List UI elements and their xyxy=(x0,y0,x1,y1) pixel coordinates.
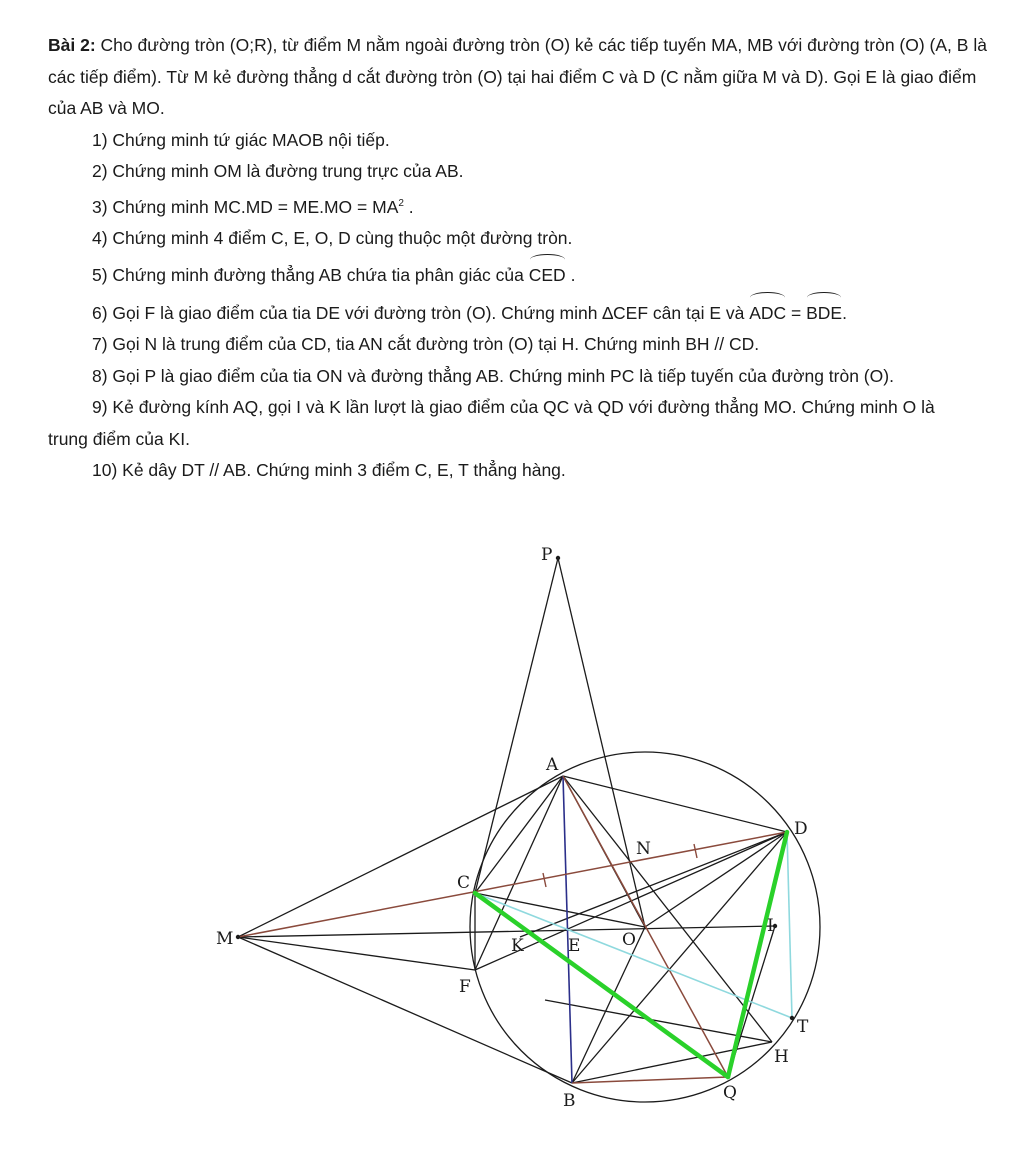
question-3 xyxy=(48,188,988,223)
tangent-ma xyxy=(238,776,563,937)
line-pc xyxy=(475,558,558,893)
label-o: O xyxy=(622,930,636,950)
brown-lines xyxy=(238,776,787,1083)
problem-text xyxy=(48,30,988,487)
label-i: I xyxy=(767,916,774,936)
angle-ced: CED xyxy=(529,254,566,292)
question-6 xyxy=(48,292,988,330)
line-bo xyxy=(572,927,645,1083)
problem-intro xyxy=(48,30,988,125)
question-list xyxy=(48,125,988,487)
angle-bde: BDE xyxy=(806,292,842,330)
question-3-text: 3) Chứng minh MC.MD = ME.MO = MA xyxy=(92,196,399,217)
question-3-exponent: 2 xyxy=(398,197,404,209)
label-q: Q xyxy=(723,1083,737,1103)
question-7: 7) Gọi N là trung điểm của CD, tia AN cắt đường tròn (O) tại H. Chứng minh BH // CD. xyxy=(92,334,760,355)
chord-ad xyxy=(563,776,787,832)
point-labels xyxy=(216,545,809,1111)
label-k: K xyxy=(511,936,524,956)
question-9 xyxy=(48,392,988,455)
chord-dt xyxy=(787,832,792,1018)
label-c: C xyxy=(457,873,471,893)
chord-ah xyxy=(563,776,772,1042)
label-b: B xyxy=(563,1091,576,1111)
tangent-mb xyxy=(238,937,572,1083)
question-5-end: . xyxy=(565,265,576,286)
equals-sign: = xyxy=(786,302,807,323)
tick-cn xyxy=(543,873,546,887)
label-t: T xyxy=(797,1017,809,1037)
line-pn xyxy=(558,558,645,927)
label-p: P xyxy=(541,545,553,565)
label-m: M xyxy=(216,929,234,949)
line-mf xyxy=(238,937,475,970)
tick-nd xyxy=(694,844,697,858)
chord-ac xyxy=(475,776,563,893)
question-10: 10) Kẻ dây DT // AB. Chứng minh 3 điểm C, E, T thẳng hàng. xyxy=(92,460,566,481)
angle-adc: ADC xyxy=(749,292,786,330)
point-p xyxy=(556,556,560,560)
label-n: N xyxy=(636,839,651,859)
problem-statement: Cho đường tròn (O;R), từ điểm M nằm ngoài đường tròn (O) kẻ các tiếp tuyến MA, MB với đường tròn (O) (A, B là các tiếp điểm). Từ M kẻ đường thẳng d cắt đường tròn (O) tại hai điểm C và D (C nằm giữa M và D). Gọi E là giao điểm của AB và MO. xyxy=(48,35,987,118)
label-f: F xyxy=(459,977,471,997)
question-4: 4) Chứng minh 4 điểm C, E, O, D cùng thuộc một đường tròn. xyxy=(92,227,573,248)
question-6-end: . xyxy=(842,302,847,323)
label-h: H xyxy=(774,1047,789,1067)
question-9-continuation: trung điểm của KI. xyxy=(48,428,191,449)
question-5 xyxy=(48,254,988,292)
question-3-end: . xyxy=(403,196,414,217)
label-d: D xyxy=(794,819,808,839)
problem-title: Bài 2: xyxy=(48,35,96,55)
geometry-figure xyxy=(0,540,1024,1167)
question-8: 8) Gọi P là giao điểm của tia ON và đường thẳng AB. Chứng minh PC là tiếp tuyến của đường tròn (O). xyxy=(92,365,894,386)
question-5-text: 5) Chứng minh đường thẳng AB chứa tia phân giác của xyxy=(92,265,529,286)
question-1: 1) Chứng minh tứ giác MAOB nội tiếp. xyxy=(92,129,390,150)
diameter-aq xyxy=(563,776,728,1077)
question-9-text: 9) Kẻ đường kính AQ, gọi I và K lần lượt là giao điểm của QC và QD với đường thẳng MO. Chứng minh O là xyxy=(92,397,935,418)
question-2: 2) Chứng minh OM là đường trung trực của AB. xyxy=(92,161,464,181)
label-e: E xyxy=(568,936,581,956)
question-6-text: 6) Gọi F là giao điểm của tia DE với đường tròn (O). Chứng minh ∆CEF cân tại E và xyxy=(92,302,750,323)
line-mo xyxy=(238,926,775,937)
figure-lines xyxy=(238,558,820,1102)
point-m xyxy=(236,935,240,939)
label-a: A xyxy=(546,755,559,775)
point-t xyxy=(790,1016,794,1020)
